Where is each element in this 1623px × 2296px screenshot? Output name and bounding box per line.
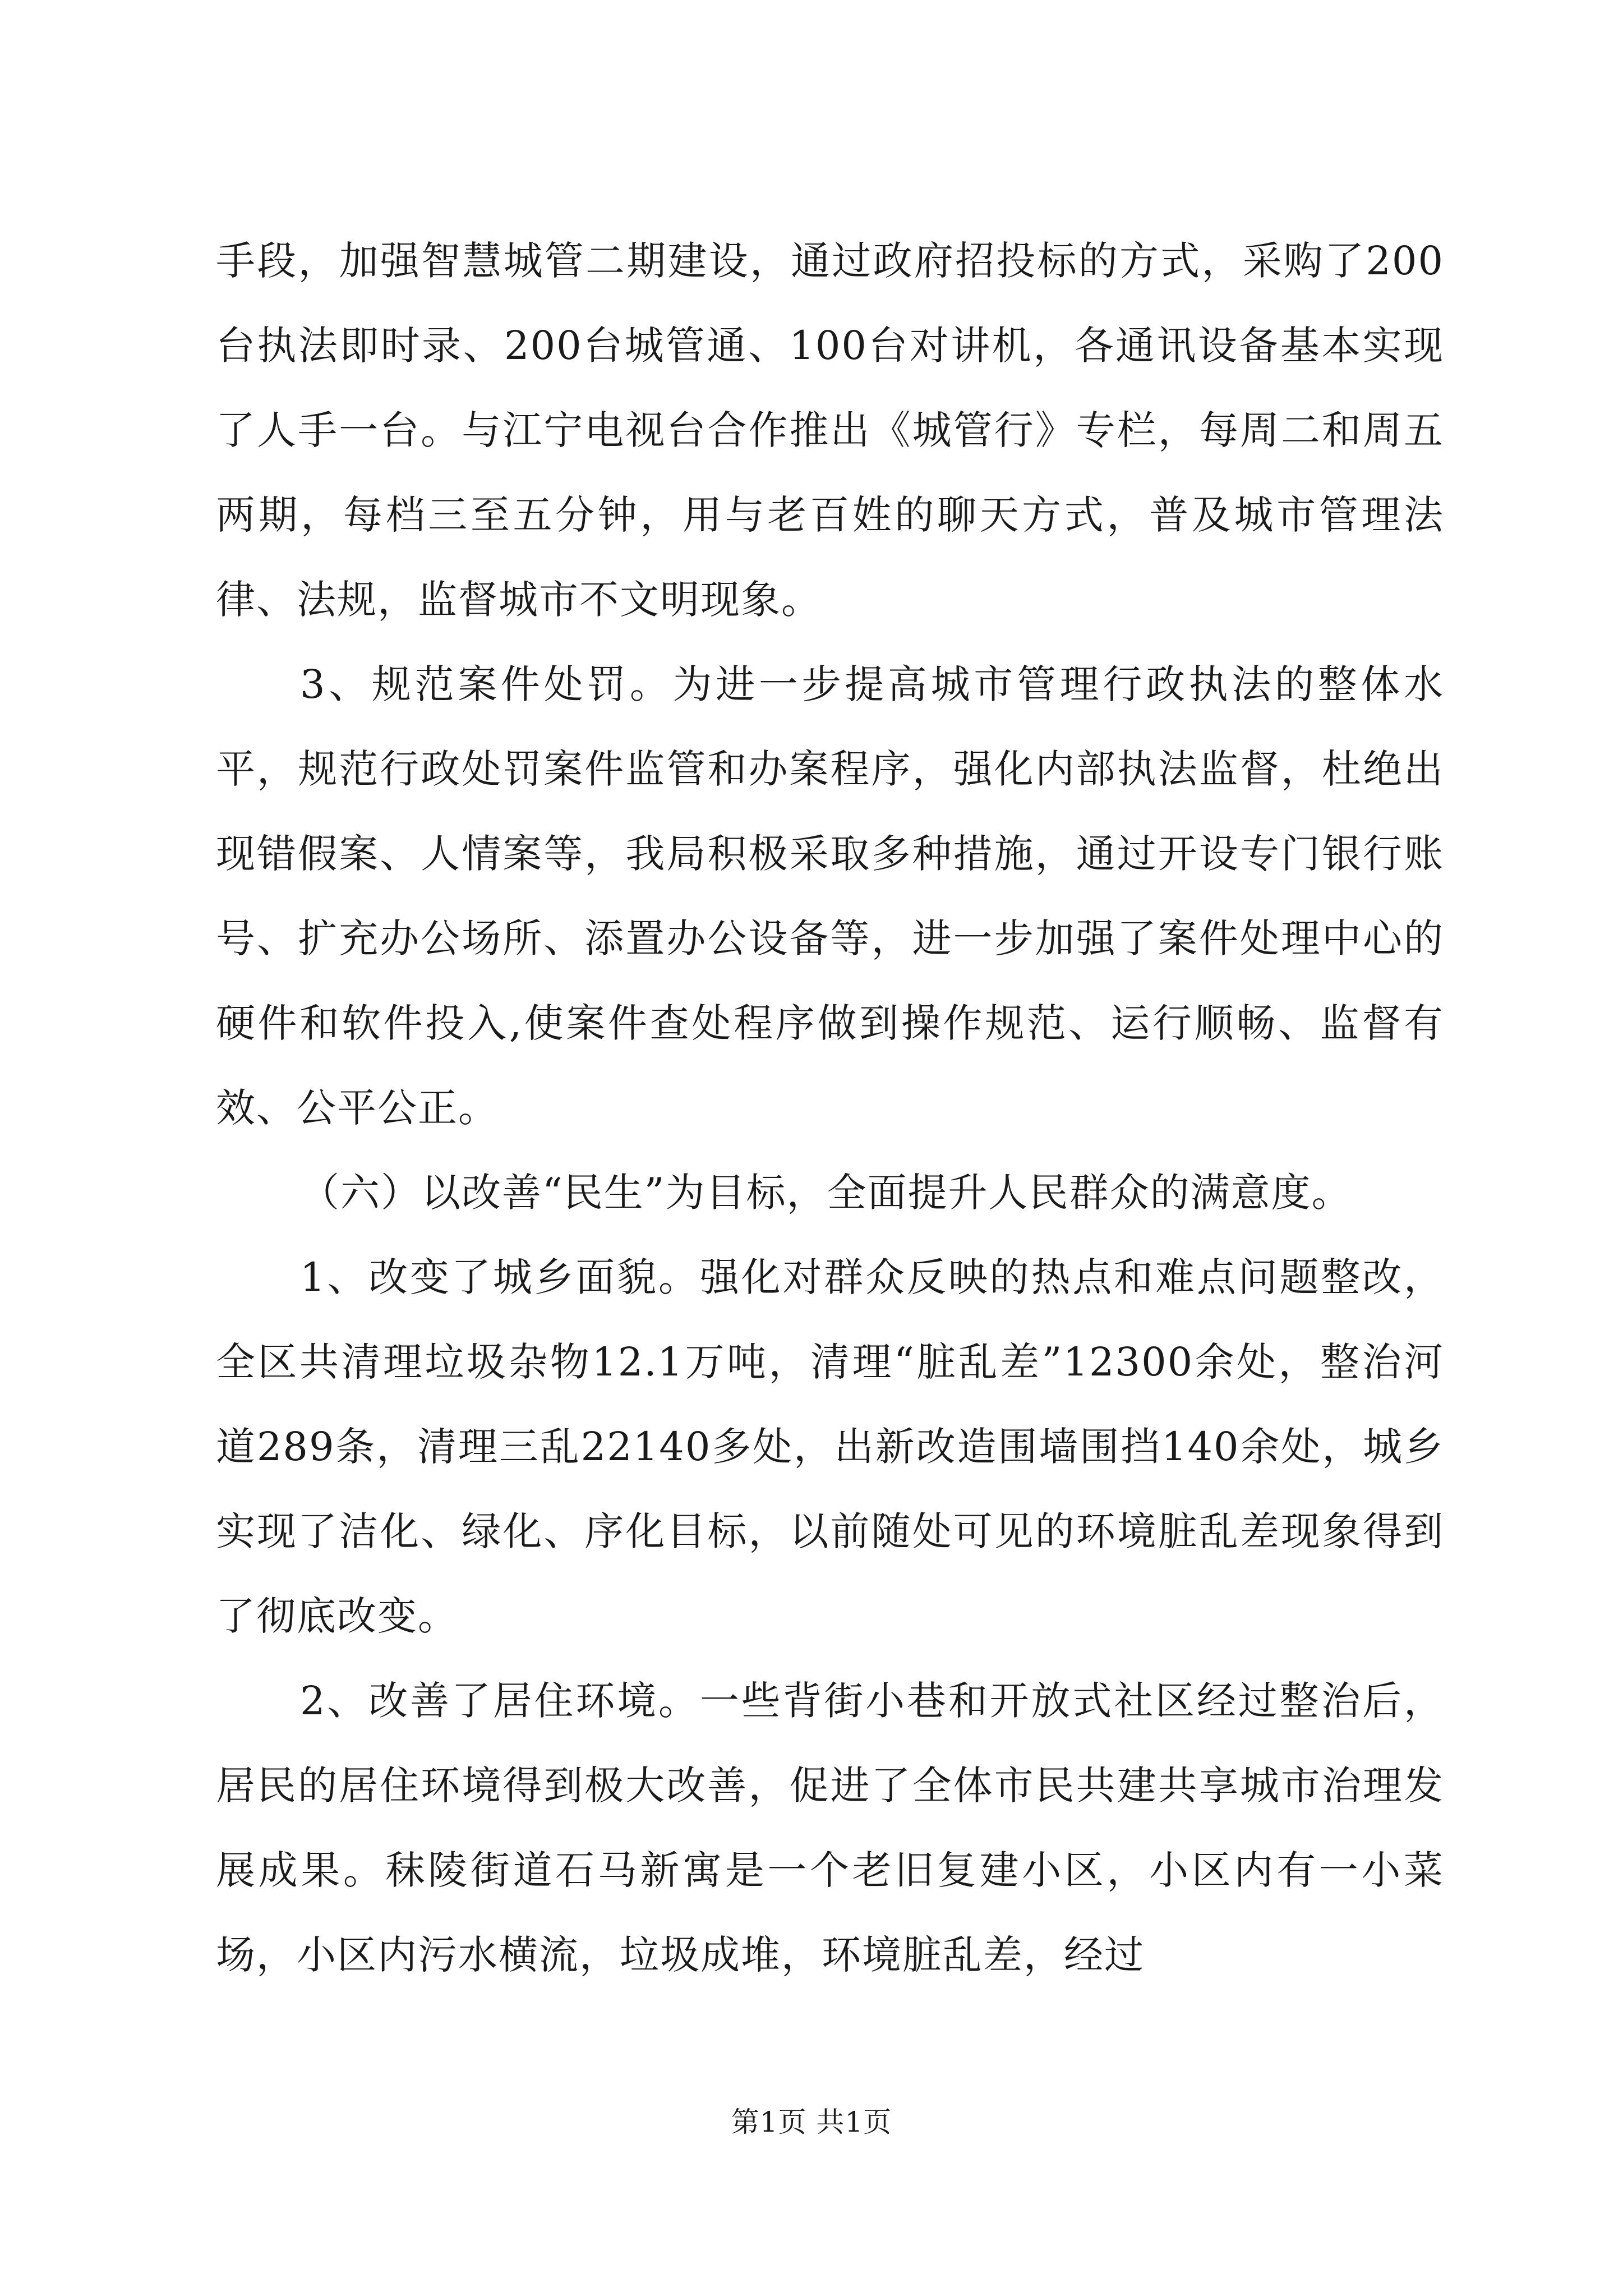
paragraph-continued: 手段，加强智慧城管二期建设，通过政府招投标的方式，采购了200台执法即时录、200台城管通、100台对讲机，各通讯设备基本实现了人手一台。与江宁电视台合作推出《城管行》专栏，每周二和周五两期，每档三至五分钟，用与老百姓的聊天方式，普及城市管理法律、法规，监督城市不文明现象。 bbox=[216, 238, 1444, 623]
document-body bbox=[216, 219, 1444, 1998]
section-heading-livelihood: （六）以改善“民生”为目标，全面提升人民群众的满意度。 bbox=[300, 1170, 1352, 1216]
paragraph-living-environment: 2、改善了居住环境。一些背街小巷和开放式社区经过整治后，居民的居住环境得到极大改善，促进了全体市民共建共享城市治理发展成果。秣陵街道石马新寓是一个老旧复建小区，小区内有一小菜场，小区内污水横流，垃圾成堆，环境脏乱差，经过 bbox=[216, 1678, 1444, 1978]
paragraph-urban-rural: 1、改变了城乡面貌。强化对群众反映的热点和难点问题整改，全区共清理垃圾杂物12.1万吨，清理“脏乱差”12300余处，整治河道289条，清理三乱22140多处，出新改造围墙围挡140余处，城乡实现了洁化、绿化、序化目标，以前随处可见的环境脏乱差现象得到了彻底改变。 bbox=[216, 1254, 1444, 1639]
paragraph-case-penalty: 3、规范案件处罚。为进一步提高城市管理行政执法的整体水平，规范行政处罚案件监管和办案程序，强化内部执法监督，杜绝出现错假案、人情案等，我局积极采取多种措施，通过开设专门银行账号、扩充办公场所、添置办公设备等，进一步加强了案件处理中心的硬件和软件投入,使案件查处程序做到操作规范、运行顺畅、监督有效、公平公正。 bbox=[216, 661, 1444, 1131]
page-footer: 第1页 共1页 bbox=[731, 2106, 892, 2138]
